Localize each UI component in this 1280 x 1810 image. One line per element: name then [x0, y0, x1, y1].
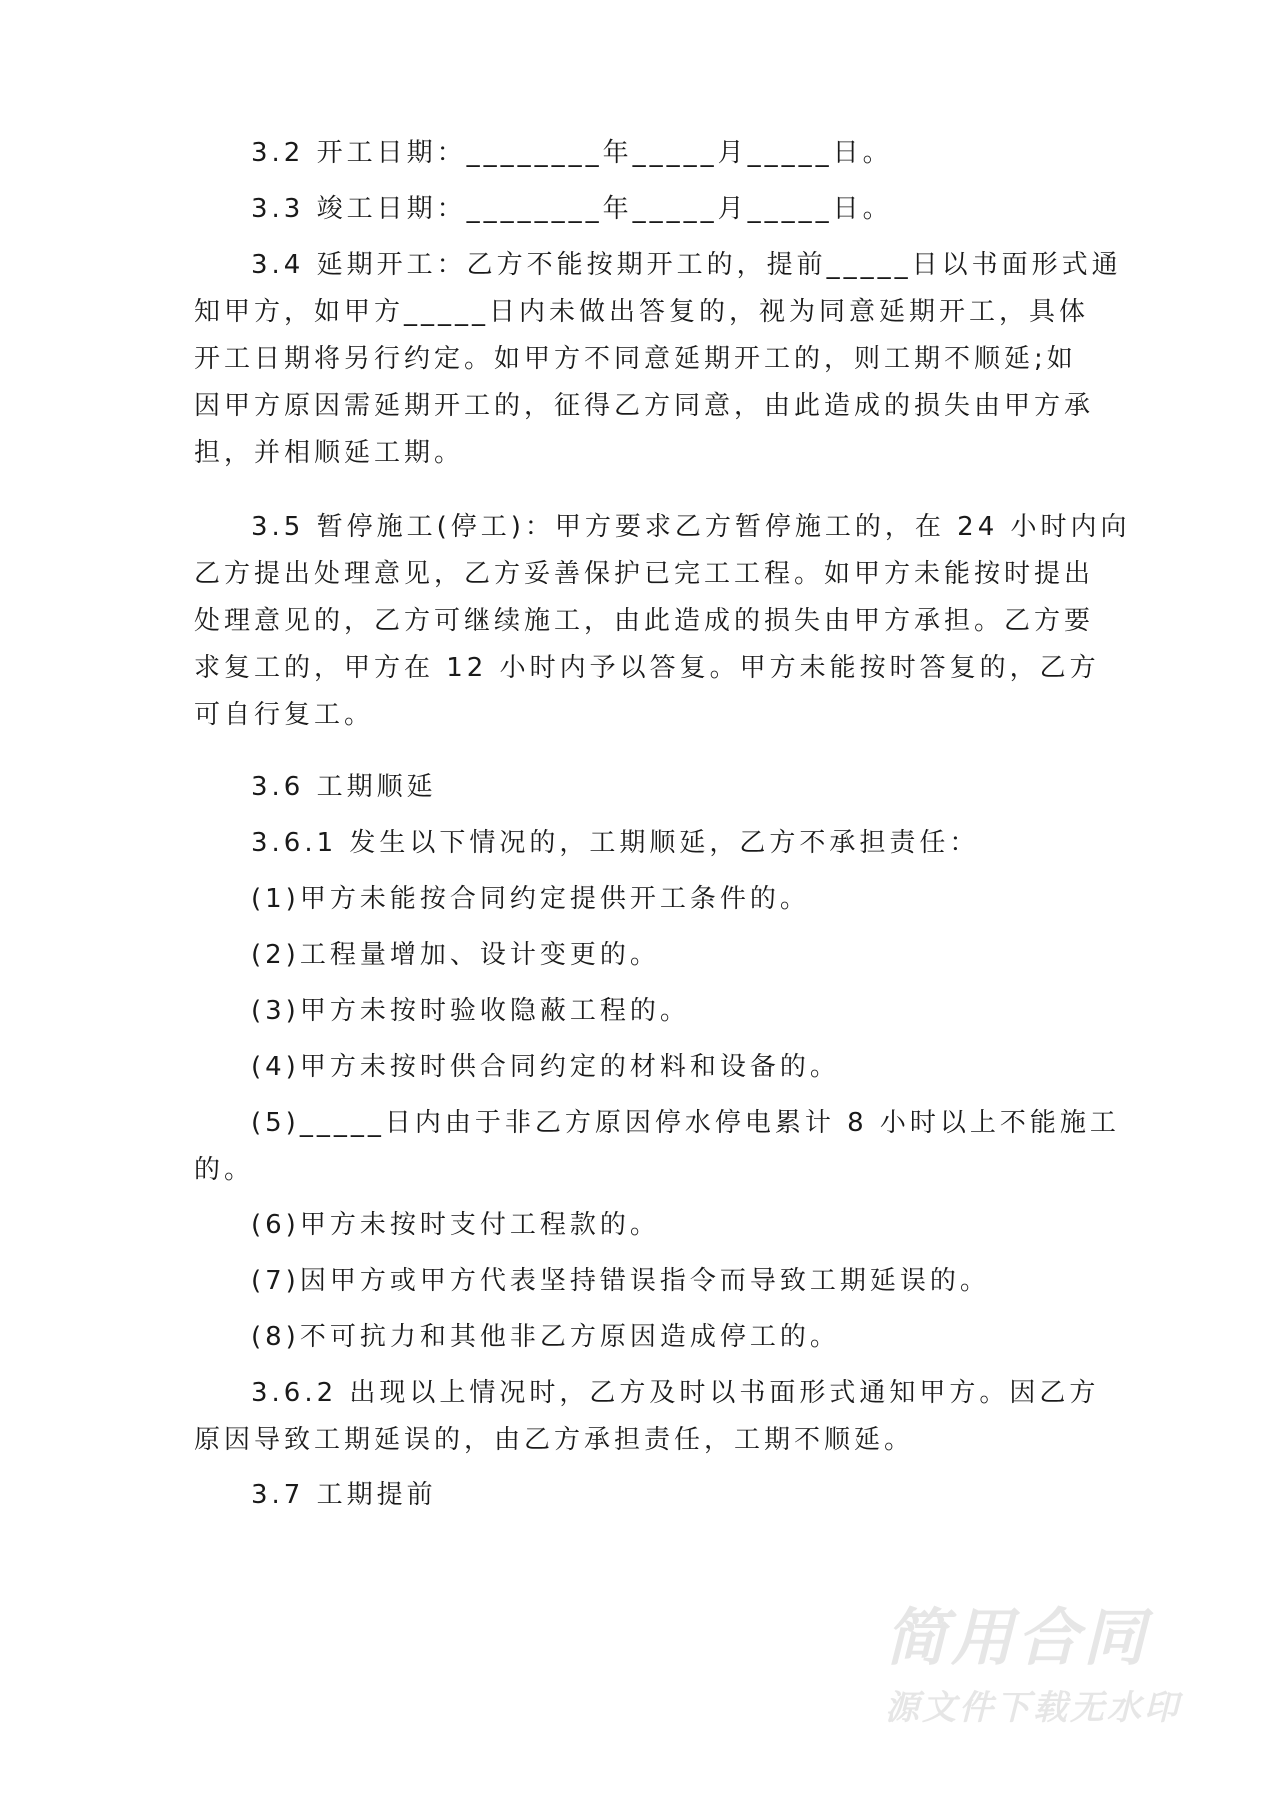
- clause-3-6-2: 3.6.2 出现以上情况时，乙方及时以书面形式通知甲方。因乙方 原因导致工期延误的，由乙方承担责任，工期不顺延。: [194, 1378, 1100, 1455]
- list-item-2: (2)工程量增加、设计变更的。: [251, 940, 660, 970]
- clause-3-7-heading: 3.7 工期提前: [251, 1480, 437, 1510]
- clause-3-6-heading: 3.6 工期顺延: [251, 772, 437, 802]
- list-item-3: (3)甲方未按时验收隐蔽工程的。: [251, 996, 690, 1026]
- list-item-4: (4)甲方未按时供合同约定的材料和设备的。: [251, 1052, 840, 1082]
- clause-3-3-completion-date: 3.3 竣工日期：________年_____月_____日。: [251, 194, 893, 224]
- list-item-8: (8)不可抗力和其他非乙方原因造成停工的。: [251, 1322, 840, 1352]
- clause-3-4-delayed-start: 3.4 延期开工：乙方不能按期开工的，提前_____日以书面形式通 知甲方，如甲方_____日内未做出答复的，视为同意延期开工，具体 开工日期将另行约定。如甲方不同意延期开工的，则工期不顺延;如 因甲方原因需延期开工的，征得乙方同意，由此造成的损失由甲方承 担，并相顺延工期。: [194, 250, 1122, 468]
- watermark-title: 简用合同: [885, 1601, 1150, 1674]
- list-item-7: (7)因甲方或甲方代表坚持错误指令而导致工期延误的。: [251, 1266, 990, 1296]
- clause-3-2-start-date: 3.2 开工日期：________年_____月_____日。: [251, 138, 893, 168]
- clause-3-6-1: 3.6.1 发生以下情况的，工期顺延，乙方不承担责任：: [251, 828, 980, 858]
- list-item-6: (6)甲方未按时支付工程款的。: [251, 1210, 660, 1240]
- clause-3-5-suspension: 3.5 暂停施工(停工)：甲方要求乙方暂停施工的，在 24 小时内向 乙方提出处理意见，乙方妥善保护已完工工程。如甲方未能按时提出 处理意见的，乙方可继续施工，由此造成的损失由甲方承担。乙方要 求复工的，甲方在 12 小时内予以答复。甲方未能按时答复的，乙方 可自行复工。: [194, 512, 1131, 730]
- list-item-1: (1)甲方未能按合同约定提供开工条件的。: [251, 884, 810, 914]
- list-item-5: (5)_____日内由于非乙方原因停水停电累计 8 小时以上不能施工 的。: [194, 1108, 1120, 1185]
- watermark-subtitle: 源文件下载无水印: [885, 1688, 1181, 1728]
